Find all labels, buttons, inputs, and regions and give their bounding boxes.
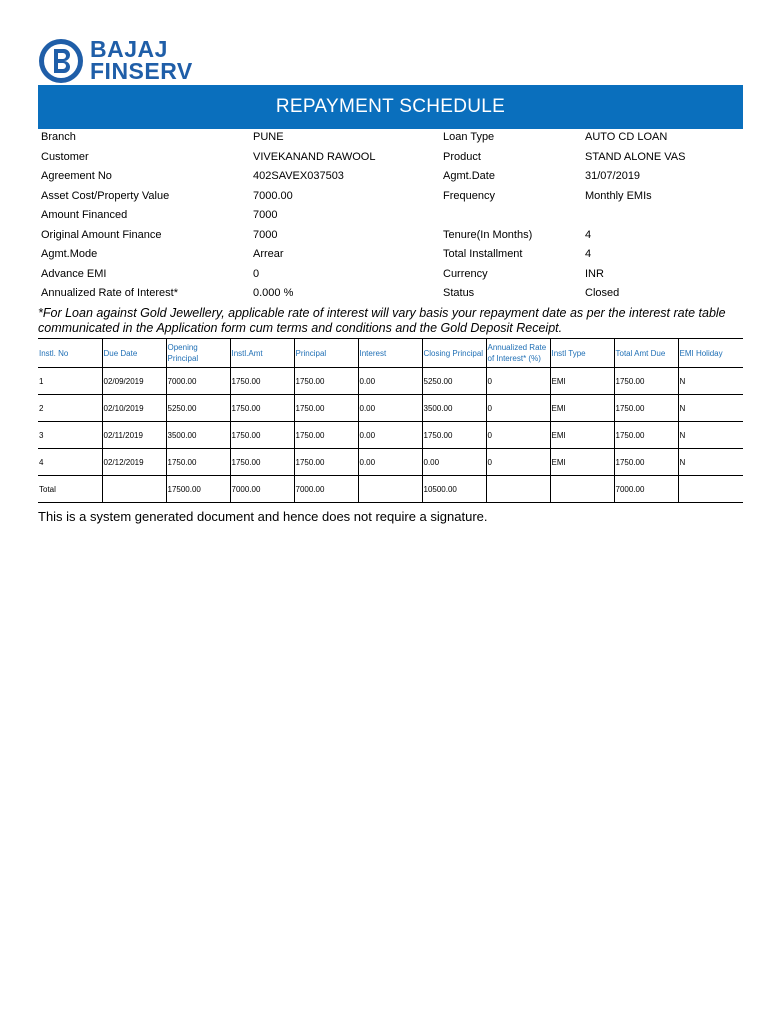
table-cell: 1750.00 <box>230 368 294 395</box>
info-value: 7000 <box>253 209 278 221</box>
info-label: Tenure(In Months) <box>443 228 533 241</box>
column-header: Closing Principal <box>422 339 486 368</box>
table-cell: 1750.00 <box>614 368 678 395</box>
info-label: Product <box>443 150 481 163</box>
info-label: Frequency <box>443 189 495 202</box>
table-cell: 1750.00 <box>422 422 486 449</box>
table-cell <box>358 476 422 503</box>
table-row <box>38 368 743 395</box>
table-cell: 3 <box>38 422 102 449</box>
info-value: 7000 <box>253 228 278 241</box>
info-label: Currency <box>443 267 488 280</box>
column-header: Interest <box>358 339 422 368</box>
table-cell: 1750.00 <box>230 449 294 476</box>
info-row <box>38 228 743 248</box>
logo-line1: BAJAJ <box>90 36 168 62</box>
info-row <box>38 208 743 228</box>
table-cell: 7000.00 <box>294 476 358 503</box>
column-header: Due Date <box>102 339 166 368</box>
info-label: Customer <box>41 150 89 163</box>
table-cell: 0 <box>486 395 550 422</box>
logo-line2: FINSERV <box>90 58 193 84</box>
info-value: Closed <box>585 287 620 299</box>
table-cell: 0 <box>486 422 550 449</box>
table-cell: 0 <box>486 368 550 395</box>
table-cell: 1750.00 <box>294 395 358 422</box>
table-cell: 1750.00 <box>294 368 358 395</box>
table-cell: 7000.00 <box>166 368 230 395</box>
table-cell: 0.00 <box>358 449 422 476</box>
loan-details <box>38 130 743 306</box>
table-cell: 2 <box>38 395 102 422</box>
info-row <box>38 169 743 189</box>
table-cell: N <box>678 422 743 449</box>
info-value: 4 <box>585 248 592 260</box>
table-cell: 10500.00 <box>422 476 486 503</box>
logo-wordmark <box>90 38 193 82</box>
table-cell: 0 <box>486 449 550 476</box>
repayment-schedule-table <box>38 338 743 503</box>
table-cell: 1750.00 <box>230 422 294 449</box>
column-header: Annualized Rate of Interest* (%) <box>486 339 550 368</box>
info-label: Agreement No <box>41 170 112 182</box>
table-cell: 0.00 <box>358 395 422 422</box>
column-header: Total Amt Due <box>614 339 678 368</box>
document-title: REPAYMENT SCHEDULE <box>275 96 506 117</box>
table-cell: 7000.00 <box>614 476 678 503</box>
info-value: 0.000 % <box>253 287 294 299</box>
table-cell: 3500.00 <box>166 422 230 449</box>
table-cell: 0.00 <box>358 368 422 395</box>
info-row <box>38 130 743 150</box>
info-value: 31/07/2019 <box>585 170 641 182</box>
info-label: Asset Cost/Property Value <box>41 189 170 202</box>
info-label: Amount Financed <box>41 209 128 221</box>
info-value: Arrear <box>253 248 284 260</box>
table-cell: N <box>678 368 743 395</box>
total-row <box>38 476 743 503</box>
info-label: Status <box>443 287 475 299</box>
table-cell: 1750.00 <box>614 422 678 449</box>
info-row <box>38 286 743 306</box>
table-cell: 02/10/2019 <box>102 395 166 422</box>
table-row <box>38 422 743 449</box>
table-cell: 3500.00 <box>422 395 486 422</box>
info-label: Original Amount Finance <box>41 228 162 241</box>
table-cell: 4 <box>38 449 102 476</box>
table-cell: N <box>678 395 743 422</box>
column-header: Instl Type <box>550 339 614 368</box>
table-cell: 17500.00 <box>166 476 230 503</box>
table-cell: 7000.00 <box>230 476 294 503</box>
column-header: EMI Holiday <box>678 339 743 368</box>
info-label: Branch <box>41 131 76 143</box>
info-row <box>38 150 743 170</box>
info-label: Total Installment <box>443 248 523 260</box>
interest-note: *For Loan against Gold Jewellery, applicable rate of interest will vary basis your repayment date as per the interest rate table communicated in the Application form cum terms and conditions and the Gold Deposit Receipt. <box>38 306 726 335</box>
info-value: VIVEKANAND RAWOOL <box>253 150 376 163</box>
table-cell: 02/09/2019 <box>102 368 166 395</box>
document-title-banner <box>38 85 743 129</box>
column-header: Instl.Amt <box>230 339 294 368</box>
table-cell: EMI <box>550 395 614 422</box>
table-cell: 0.00 <box>358 422 422 449</box>
table-cell: 1750.00 <box>294 449 358 476</box>
column-header: Instl. No <box>38 339 102 368</box>
info-label: Loan Type <box>443 131 495 143</box>
table-cell: 1750.00 <box>230 395 294 422</box>
footer-note: This is a system generated document and hence does not require a signature. <box>38 509 488 524</box>
info-row <box>38 267 743 287</box>
info-label: Agmt.Date <box>443 170 495 182</box>
table-cell: 0.00 <box>422 449 486 476</box>
info-value: STAND ALONE VAS <box>585 150 686 163</box>
table-cell: 5250.00 <box>166 395 230 422</box>
table-row <box>38 395 743 422</box>
info-value: Monthly EMIs <box>585 189 652 202</box>
table-cell <box>102 476 166 503</box>
info-value: 4 <box>585 228 592 241</box>
table-cell: EMI <box>550 449 614 476</box>
table-row <box>38 449 743 476</box>
table-cell <box>678 476 743 503</box>
info-value: PUNE <box>253 131 284 143</box>
table-cell: EMI <box>550 368 614 395</box>
info-label: Advance EMI <box>41 267 107 280</box>
table-cell: 5250.00 <box>422 368 486 395</box>
table-cell <box>550 476 614 503</box>
table-cell: 1750.00 <box>614 449 678 476</box>
bajaj-logo-icon <box>38 38 84 84</box>
info-label: Annualized Rate of Interest* <box>41 287 178 299</box>
table-cell: N <box>678 449 743 476</box>
table-cell: 02/12/2019 <box>102 449 166 476</box>
info-value: 0 <box>253 267 260 280</box>
bajaj-finserv-logo <box>38 38 208 86</box>
info-value: 402SAVEX037503 <box>253 170 344 182</box>
table-cell <box>486 476 550 503</box>
column-header: Opening Principal <box>166 339 230 368</box>
column-header: Principal <box>294 339 358 368</box>
info-value: 7000.00 <box>253 189 293 202</box>
table-cell: 1750.00 <box>294 422 358 449</box>
table-cell: EMI <box>550 422 614 449</box>
table-header-row <box>38 339 743 368</box>
info-label: Agmt.Mode <box>41 248 98 260</box>
table-cell: 1750.00 <box>166 449 230 476</box>
table-cell: 1 <box>38 368 102 395</box>
info-row <box>38 247 743 267</box>
info-value: INR <box>585 267 604 280</box>
info-value: AUTO CD LOAN <box>585 131 668 143</box>
table-cell: Total <box>38 476 102 503</box>
table-cell: 02/11/2019 <box>102 422 166 449</box>
table-cell: 1750.00 <box>614 395 678 422</box>
info-row <box>38 189 743 209</box>
